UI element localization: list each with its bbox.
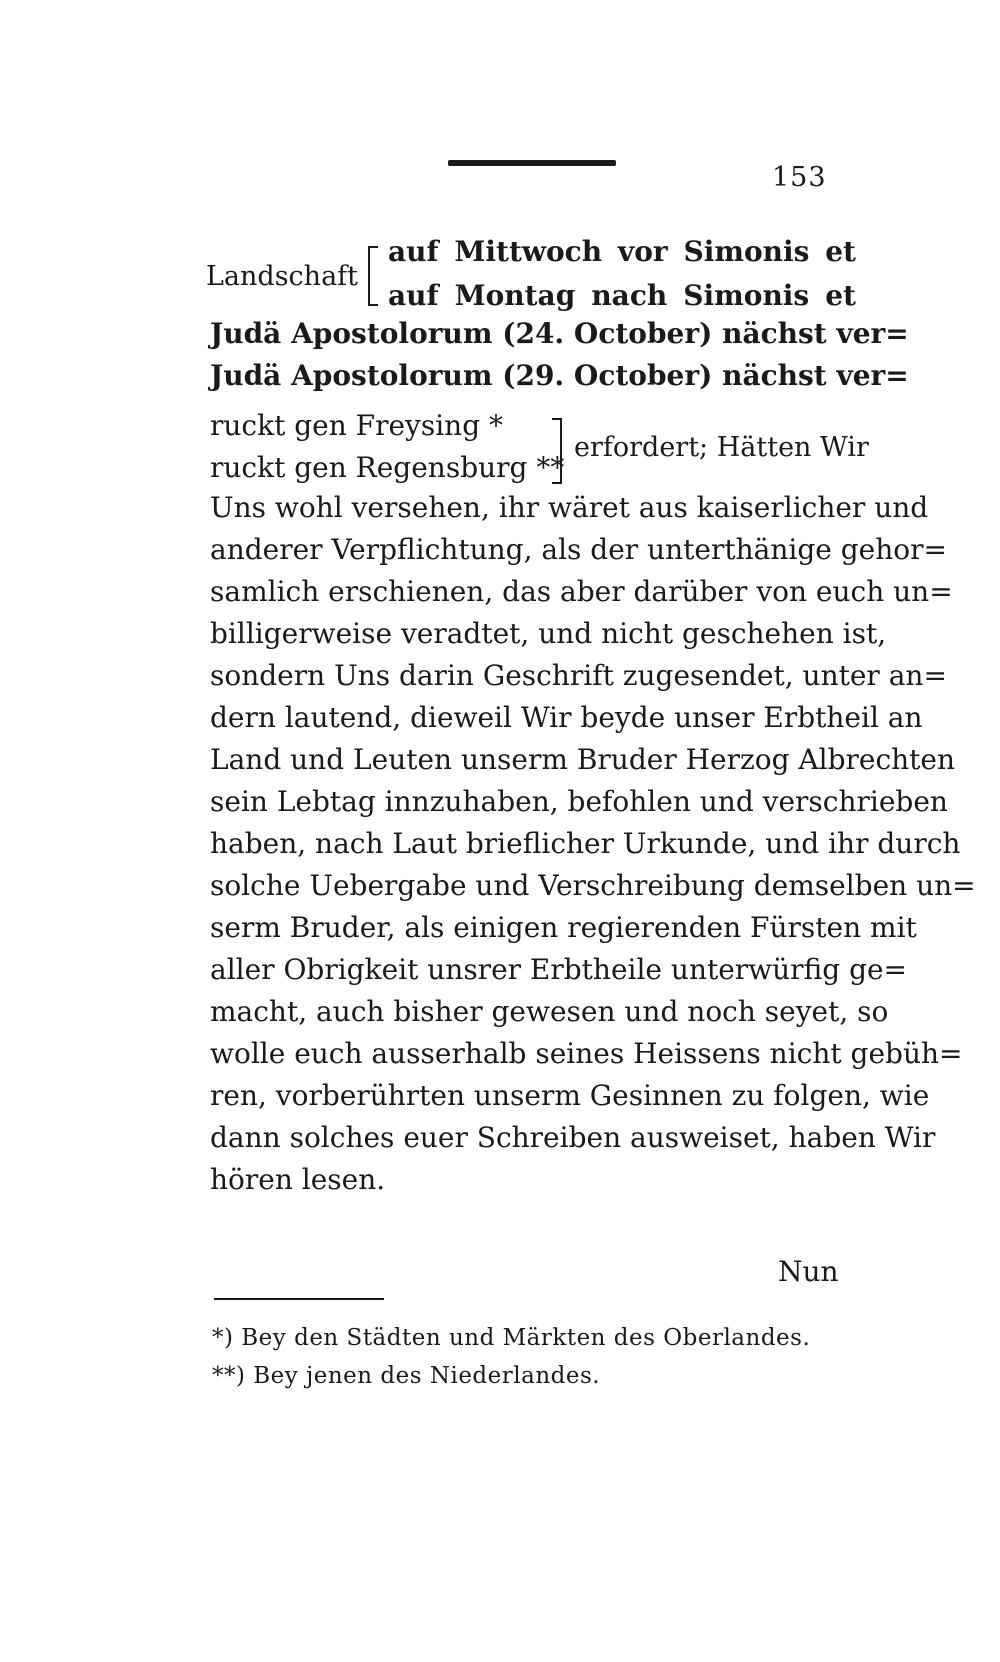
body-line: billigerweise veradtet, und nicht geschehen ist,	[210, 617, 887, 650]
body-line: Uns wohl versehen, ihr wäret aus kaiserlicher und	[210, 491, 929, 524]
ref-line-1: ruckt gen Freysing *	[210, 409, 504, 442]
page-number: 153	[772, 162, 827, 193]
body-line: aller Obrigkeit unsrer Erbtheile unterwürfig ge=	[210, 953, 908, 986]
body-line: ren, vorberührten unserm Gesinnen zu folgen, wie	[210, 1079, 930, 1112]
footnote-1: *) Bey den Städten und Märkten des Oberlandes.	[212, 1325, 811, 1351]
brace-label: Landschaft	[206, 261, 359, 292]
body-line: wolle euch ausserhalb seines Heissens nicht gebüh=	[210, 1037, 963, 1070]
brace-line-1: auf Mittwoch vor Simonis et	[388, 235, 856, 268]
body-line: macht, auch bisher gewesen und noch seyet, so	[210, 995, 889, 1028]
left-brace	[368, 246, 378, 306]
catchword: Nun	[778, 1255, 839, 1288]
body-line: haben, nach Laut brieflicher Urkunde, und ihr durch	[210, 827, 961, 860]
text-line-2: Judä Apostolorum (29. October) nächst ver=	[210, 359, 909, 392]
body-line: Land und Leuten unserm Bruder Herzog Albrechten	[210, 743, 956, 776]
body-line: dann solches euer Schreiben ausweiset, haben Wir	[210, 1121, 936, 1154]
text-line-1: Judä Apostolorum (24. October) nächst ver=	[210, 317, 909, 350]
right-brace	[552, 418, 562, 484]
body-line-last: hören lesen.	[210, 1163, 386, 1196]
footnote-2: **) Bey jenen des Niederlandes.	[212, 1363, 601, 1389]
ref-tail: erfordert; Hätten Wir	[574, 432, 869, 463]
body-line: sein Lebtag innzuhaben, befohlen und verschrieben	[210, 785, 948, 818]
header-rule	[448, 160, 616, 166]
body-line: serm Bruder, als einigen regierenden Fürsten mit	[210, 911, 917, 944]
ref-line-2: ruckt gen Regensburg **	[210, 451, 565, 484]
body-line: solche Uebergabe und Verschreibung demselben un=	[210, 869, 976, 902]
body-line: samlich erschienen, das aber darüber von euch un=	[210, 575, 953, 608]
footnote-rule	[214, 1298, 384, 1300]
body-line: dern lautend, dieweil Wir beyde unser Erbtheil an	[210, 701, 923, 734]
body-line: sondern Uns darin Geschrift zugesendet, unter an=	[210, 659, 947, 692]
brace-line-2: auf Montag nach Simonis et	[388, 279, 856, 312]
body-line: anderer Verpflichtung, als der unterthänige gehor=	[210, 533, 947, 566]
